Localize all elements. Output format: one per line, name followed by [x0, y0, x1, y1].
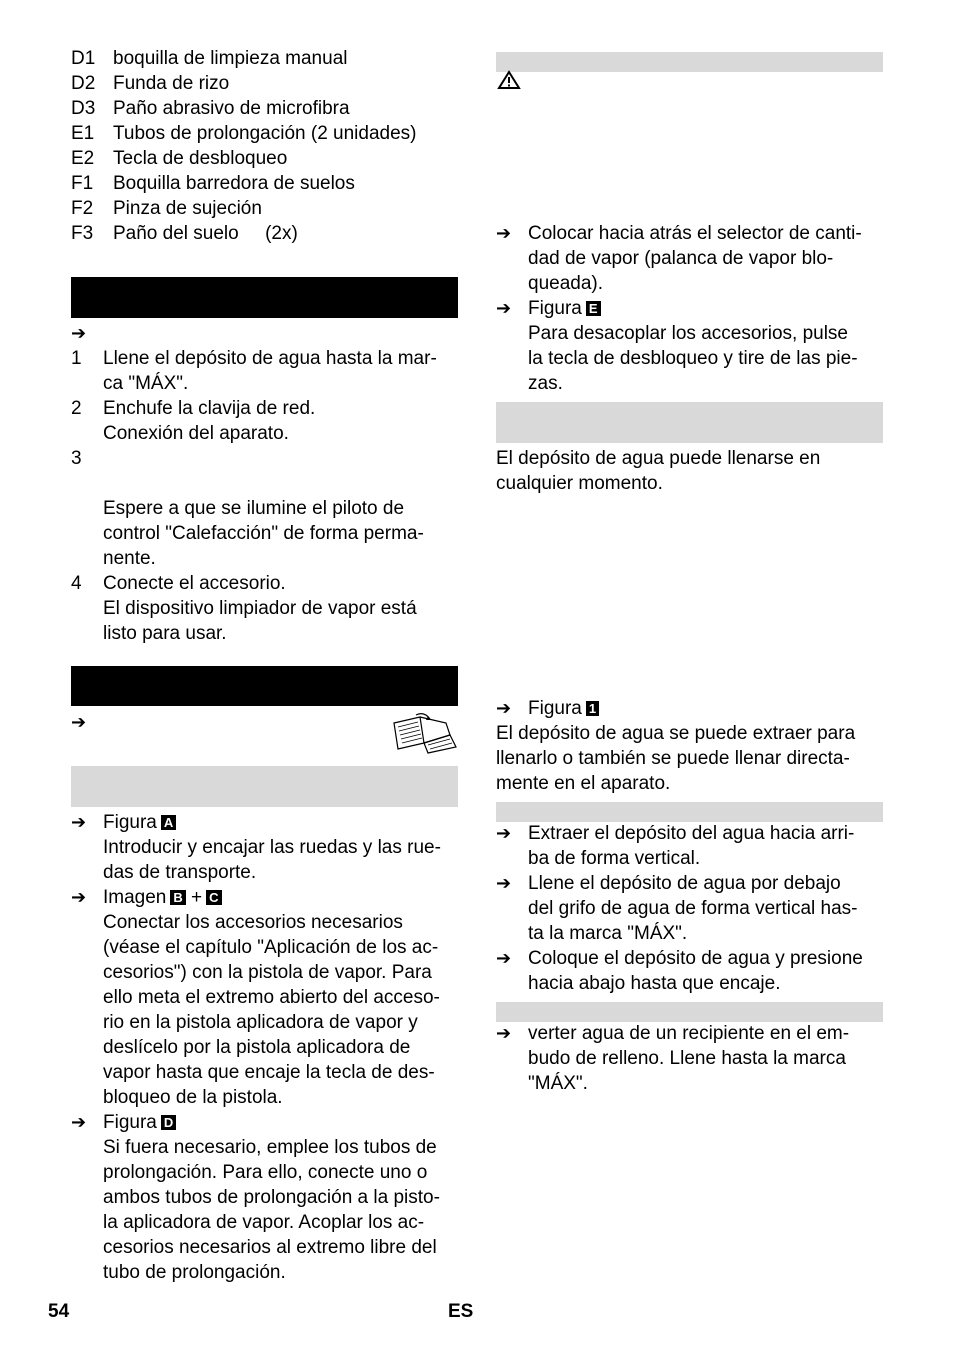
step-number: 2 — [71, 398, 82, 419]
figure-b-label: B — [170, 890, 185, 905]
subsection-heading-bar — [496, 52, 883, 72]
text-line: ta la marca "MÁX". — [528, 923, 688, 944]
text-line: (véase el capítulo "Aplicación de los ac- — [103, 937, 439, 958]
part-label: Pinza de sujeción — [113, 198, 262, 219]
arrow-icon: ➔ — [496, 698, 512, 718]
section-heading-bar — [71, 666, 458, 706]
text-line: Extraer el depósito del agua hacia arri- — [528, 823, 855, 844]
arrow-icon: ➔ — [496, 1023, 512, 1043]
figure-reference: Figura — [528, 698, 582, 719]
figure-reference: Figura — [103, 1112, 157, 1133]
text-line: cesorios necesarios al extremo libre del — [103, 1237, 437, 1258]
text-line: El depósito de agua se puede extraer para — [496, 723, 856, 744]
text-line: del grifo de agua de forma vertical has- — [528, 898, 858, 919]
text-line: Conexión del aparato. — [103, 423, 289, 444]
step-text — [103, 571, 466, 646]
quick-start-steps — [71, 346, 466, 646]
item-text — [528, 221, 896, 296]
part-label: boquilla de limpieza manual — [113, 48, 348, 69]
text-line: El depósito de agua puede llenarse en — [496, 448, 821, 469]
parts-list-item — [71, 146, 461, 171]
step-item — [71, 346, 466, 396]
figure-a-text — [103, 835, 466, 885]
plus-sign: + — [191, 887, 203, 908]
parts-list-item — [71, 71, 461, 96]
text-line: El dispositivo limpiador de vapor está — [103, 598, 417, 619]
part-code: E1 — [71, 123, 95, 144]
arrow-icon: ➔ — [496, 298, 512, 318]
text-line: Para desacoplar los accesorios, pulse — [528, 323, 849, 344]
arrow-icon: ➔ — [71, 1112, 87, 1132]
manual-book-icon — [390, 713, 460, 755]
fill-intro-text — [496, 446, 896, 496]
text-line: zas. — [528, 373, 563, 394]
text-line: ello meta el extremo abierto del acceso- — [103, 987, 440, 1008]
text-line: listo para usar. — [103, 623, 227, 644]
text-line: ca "MÁX". — [103, 373, 189, 394]
text-line: tubo de prolongación. — [103, 1262, 286, 1283]
text-line: llenarlo o también se puede llenar directa- — [496, 748, 850, 769]
step-text — [103, 346, 466, 396]
figure-bc-text — [103, 910, 466, 1110]
text-line: Llene el depósito de agua hasta la mar- — [103, 348, 437, 369]
item-text — [528, 1021, 896, 1096]
part-code: E2 — [71, 148, 95, 169]
parts-list-item — [71, 121, 461, 146]
arrow-icon: ➔ — [71, 887, 87, 907]
disconnect-steps — [496, 221, 896, 296]
figure-1-label: 1 — [586, 701, 599, 716]
text-line: bloqueo de la pistola. — [103, 1087, 283, 1108]
part-code: D1 — [71, 48, 96, 69]
text-line: Coloque el depósito de agua y presione — [528, 948, 863, 969]
part-label: Tubos de prolongación (2 unidades) — [113, 123, 417, 144]
step-item — [71, 571, 466, 646]
figure-e-label: E — [586, 301, 601, 316]
step-text — [103, 396, 466, 446]
part-code: F3 — [71, 223, 94, 244]
arrow-icon: ➔ — [496, 823, 512, 843]
step-number: 1 — [71, 348, 82, 369]
step-number — [71, 496, 103, 571]
parts-list-item — [71, 171, 461, 196]
figure-d-label: D — [161, 1115, 176, 1130]
warning-icon — [497, 70, 521, 90]
text-line: la aplicadora de vapor. Acoplar los ac- — [103, 1212, 425, 1233]
text-line: verter agua de un recipiente en el em- — [528, 1023, 850, 1044]
arrow-list-item — [496, 1021, 896, 1096]
figure-1-text — [496, 721, 896, 796]
text-line: Si fuera necesario, emplee los tubos de — [103, 1137, 437, 1158]
arrow-list-item — [496, 221, 896, 296]
tank-fill-steps — [496, 821, 896, 996]
subsection-heading-bar — [71, 766, 458, 807]
figure-c-label: C — [206, 890, 221, 905]
parts-list-item — [71, 196, 461, 221]
part-code: F2 — [71, 198, 94, 219]
text-line: queada). — [528, 273, 604, 294]
text-line: la tecla de desbloqueo y tire de las pie- — [528, 348, 858, 369]
text-line: hacia abajo hasta que encaje. — [528, 973, 781, 994]
step-text — [103, 496, 466, 571]
parts-list-item — [71, 221, 461, 246]
page-number: 54 — [48, 1301, 70, 1322]
figure-reference: Figura — [103, 812, 157, 833]
text-line: control "Calefacción" de forma perma- — [103, 523, 424, 544]
part-label: Paño del suelo (2x) — [113, 223, 298, 244]
text-line: ba de forma vertical. — [528, 848, 701, 869]
text-line: Llene el depósito de agua por debajo — [528, 873, 841, 894]
parts-list-item — [71, 46, 461, 71]
text-line: das de transporte. — [103, 862, 257, 883]
arrow-icon: ➔ — [496, 223, 512, 243]
step-item — [71, 396, 466, 446]
text-line: vapor hasta que encaje la tecla de des- — [103, 1062, 435, 1083]
subsection-heading-bar — [496, 1002, 883, 1022]
text-line: ambos tubos de prolongación a la pisto- — [103, 1187, 440, 1208]
text-line: cualquier momento. — [496, 473, 663, 494]
arrow-icon: ➔ — [71, 812, 87, 832]
parts-list — [71, 46, 461, 246]
direct-fill-step — [496, 1021, 896, 1096]
step-number: 3 — [71, 448, 82, 469]
part-label: Boquilla barredora de suelos — [113, 173, 355, 194]
arrow-icon: ➔ — [496, 873, 512, 893]
parts-list-item — [71, 96, 461, 121]
step-text — [103, 446, 466, 496]
language-code: ES — [448, 1301, 474, 1322]
subsection-heading-bar — [496, 402, 883, 443]
step-item — [71, 496, 466, 571]
step-number: 4 — [71, 573, 82, 594]
part-label: Tecla de desbloqueo — [113, 148, 288, 169]
text-line: prolongación. Para ello, conecte uno o — [103, 1162, 428, 1183]
text-line: mente en el aparato. — [496, 773, 671, 794]
figure-d-text — [103, 1135, 466, 1285]
text-line: deslícelo por la pistola aplicadora de — [103, 1037, 411, 1058]
figure-1-block — [496, 696, 896, 796]
text-line: cesorios") con la pistola de vapor. Para — [103, 962, 432, 983]
figure-reference: Imagen — [103, 887, 167, 908]
text-line: Colocar hacia atrás el selector de canti- — [528, 223, 862, 244]
text-line: Conectar los accesorios necesarios — [103, 912, 403, 933]
part-label: Funda de rizo — [113, 73, 230, 94]
section-heading-bar — [71, 277, 458, 318]
arrow-icon: ➔ — [496, 948, 512, 968]
figure-e-text — [528, 321, 896, 396]
note-arrow: ➔ — [71, 712, 87, 732]
text-line: dad de vapor (palanca de vapor blo- — [528, 248, 834, 269]
text-line: Espere a que se ilumine el piloto de — [103, 498, 405, 519]
text-line: nente. — [103, 548, 156, 569]
figure-a-label: A — [161, 815, 176, 830]
figure-e-block — [496, 296, 896, 396]
text-line: "MÁX". — [528, 1073, 588, 1094]
item-text — [528, 821, 896, 871]
part-code: D2 — [71, 73, 96, 94]
text-line: rio en la pistola aplicadora de vapor y — [103, 1012, 418, 1033]
part-label: Paño abrasivo de microfibra — [113, 98, 350, 119]
item-text — [528, 871, 896, 946]
subsection-heading-bar — [496, 802, 883, 822]
arrow-list-item — [496, 871, 896, 946]
text-line: Introducir y encajar las ruedas y las rue- — [103, 837, 441, 858]
arrow-list-item — [496, 821, 896, 871]
assembly-instructions — [71, 810, 466, 1285]
arrow-list-item — [496, 946, 896, 996]
note-arrow: ➔ — [71, 323, 87, 343]
part-code: F1 — [71, 173, 94, 194]
part-code: D3 — [71, 98, 96, 119]
item-text — [528, 946, 896, 996]
figure-reference: Figura — [528, 298, 582, 319]
text-line: Enchufe la clavija de red. — [103, 398, 316, 419]
text-line: budo de relleno. Llene hasta la marca — [528, 1048, 846, 1069]
text-line: Conecte el accesorio. — [103, 573, 286, 594]
step-item — [71, 446, 466, 496]
